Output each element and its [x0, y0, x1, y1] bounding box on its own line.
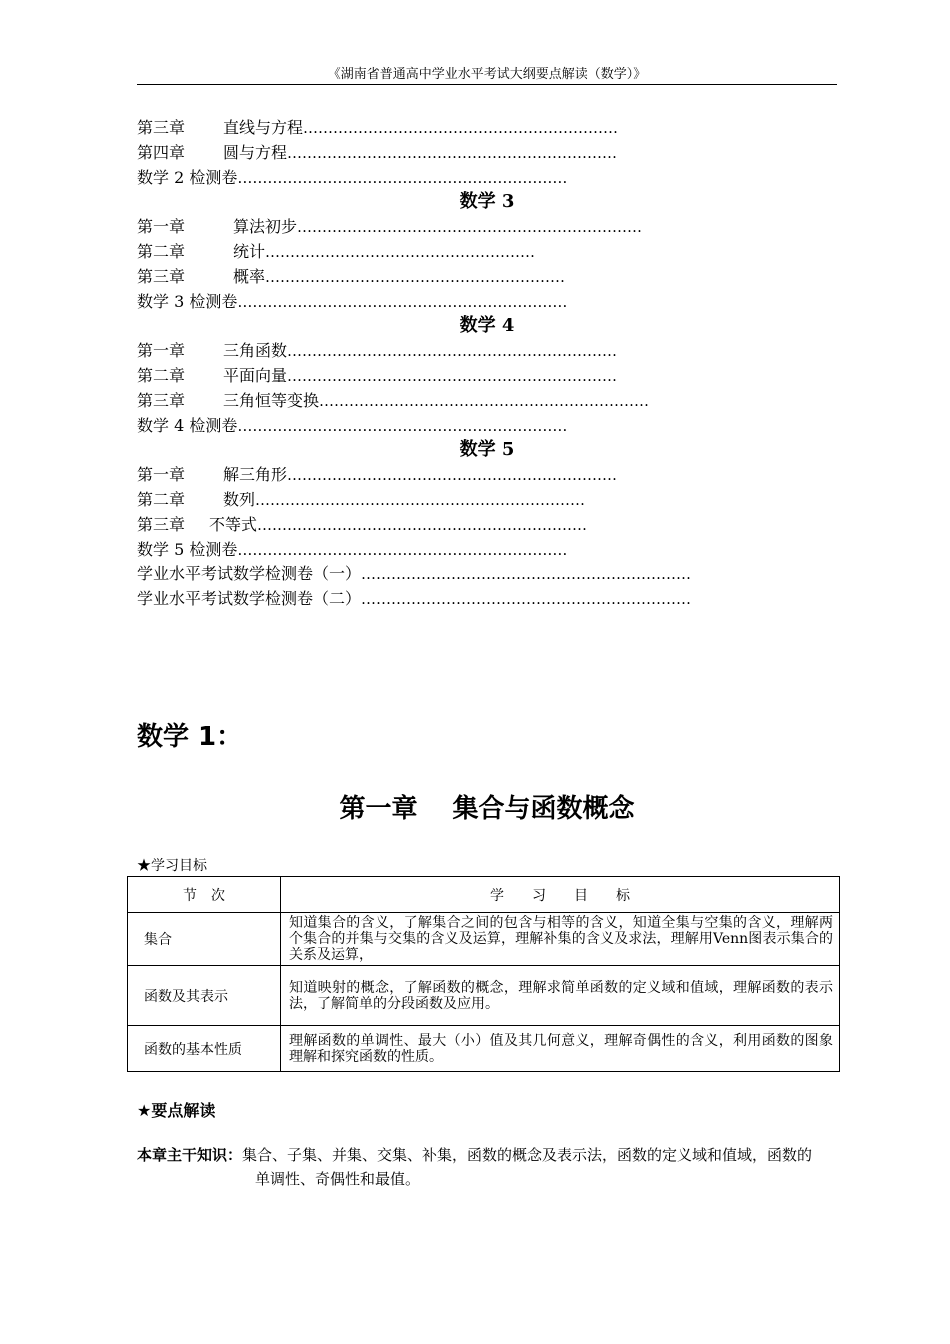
goal-cell: 知道映射的概念，了解函数的概念，理解求简单函数的定义域和值域，理解函数的表示法，了解简单的分段函数及应用。 — [281, 966, 840, 1026]
toc-section-title-math4: 数学 4 — [459, 315, 515, 337]
toc-leader-dots: ………………………………………………………… — [237, 416, 568, 435]
toc-entry[interactable] — [137, 587, 837, 612]
toc-leader-dots: ………………………………………………………… — [287, 143, 618, 162]
toc-leader-dots: ………………………………………………………… — [257, 515, 588, 534]
table-row — [128, 913, 840, 966]
toc-section-title-math3: 数学 3 — [459, 191, 515, 213]
toc-entry-title: 圆与方程 — [223, 142, 288, 162]
toc-leader-dots: ………………………………………………………… — [361, 565, 692, 584]
main-knowledge — [137, 1143, 839, 1191]
header-rule — [137, 84, 837, 85]
section-cell: 函数的基本性质 — [128, 1026, 281, 1072]
toc-entry-title: 概率 — [233, 266, 266, 286]
toc-entry[interactable] — [137, 215, 837, 240]
toc-entry[interactable] — [137, 290, 837, 315]
main-knowledge-label: 本章主干知识： — [137, 1146, 243, 1164]
toc-section-title-math5: 数学 5 — [459, 439, 515, 461]
toc-leader-dots: ………………………………………………………… — [287, 366, 618, 385]
toc-entry-title: 解三角形 — [223, 465, 288, 485]
toc-chapter-number: 第一章 — [137, 465, 186, 485]
toc-entry-title: 统计 — [233, 241, 266, 261]
column-header-section: 节 次 — [128, 877, 281, 913]
table-row — [128, 1026, 840, 1072]
table-header-row — [128, 877, 840, 913]
toc-entry[interactable] — [137, 513, 837, 538]
part-title: 数学 1： — [137, 722, 243, 752]
toc-leader-dots: …………………………………………………… — [265, 267, 566, 286]
toc-entry[interactable] — [137, 488, 837, 513]
toc-leader-dots: ………………………………………………………… — [361, 590, 692, 609]
toc-leader-dots: ……………………………………………… — [265, 242, 536, 261]
toc-leader-dots: ………………………………………………………… — [237, 540, 568, 559]
learning-goals-label: ★学习目标 — [137, 858, 207, 874]
toc-leader-dots: ………………………………………………………… — [255, 490, 586, 509]
toc-chapter-number: 第三章 — [137, 266, 186, 286]
toc-entry[interactable] — [137, 116, 837, 141]
toc-entry-title: 数列 — [223, 489, 256, 509]
table-of-contents — [137, 116, 837, 612]
toc-entry[interactable] — [137, 463, 837, 488]
toc-entry[interactable] — [137, 414, 837, 439]
toc-chapter-number: 第一章 — [137, 341, 186, 361]
table-row — [128, 966, 840, 1026]
toc-entry[interactable] — [137, 141, 837, 166]
toc-entry[interactable] — [137, 364, 837, 389]
goal-cell: 理解函数的单调性、最大（小）值及其几何意义，理解奇偶性的含义，利用函数的图象理解和探究函数的性质。 — [281, 1026, 840, 1072]
toc-entry[interactable] — [137, 389, 837, 414]
toc-entry-title: 三角恒等变换 — [223, 390, 320, 410]
toc-entry-title: 不等式 — [209, 514, 258, 534]
toc-chapter-number: 第二章 — [137, 241, 186, 261]
toc-entry-title: 直线与方程 — [223, 118, 304, 137]
toc-chapter-number: 第三章 — [137, 118, 186, 137]
toc-leader-dots: ………………………………………………………… — [319, 391, 650, 410]
toc-chapter-number: 第四章 — [137, 142, 186, 162]
toc-entry[interactable] — [137, 240, 837, 265]
toc-entry[interactable] — [137, 166, 837, 191]
toc-entry-title: 三角函数 — [223, 341, 288, 361]
toc-entry-title: 学业水平考试数学检测卷（二） — [137, 589, 362, 609]
section-cell: 集合 — [128, 913, 281, 966]
toc-chapter-number: 第二章 — [137, 365, 186, 385]
toc-leader-dots: ………………………………………………………… — [287, 466, 618, 485]
toc-leader-dots: ………………………………………………………… — [287, 342, 618, 361]
learning-goals-table — [127, 876, 840, 1072]
toc-entry-title: 数学 4 检测卷 — [137, 415, 238, 435]
toc-leader-dots: ………………………………………………………… — [237, 168, 568, 187]
toc-chapter-number: 第一章 — [137, 217, 186, 237]
toc-entry-title: 数学 2 检测卷 — [137, 167, 238, 187]
toc-leader-dots: …………………………………………………………… — [297, 218, 643, 237]
toc-entry-title: 学业水平考试数学检测卷（一） — [137, 564, 362, 584]
toc-entry-title: 数学 5 检测卷 — [137, 539, 238, 559]
page-header: 《湖南省普通高中学业水平考试大纲要点解读（数学）》 — [327, 67, 647, 82]
column-header-goal: 学 习 目 标 — [281, 877, 840, 913]
toc-entry-title: 数学 3 检测卷 — [137, 291, 238, 311]
toc-chapter-number: 第三章 — [137, 390, 186, 410]
toc-entry[interactable] — [137, 339, 837, 364]
toc-chapter-number: 第三章 — [137, 514, 186, 534]
section-cell: 函数及其表示 — [128, 966, 281, 1026]
toc-leader-dots: ……………………………………………………… — [303, 119, 619, 137]
toc-entry-title: 平面向量 — [223, 365, 288, 385]
toc-entry[interactable] — [137, 265, 837, 290]
main-knowledge-continuation: 单调性、奇偶性和最值。 — [255, 1170, 421, 1188]
toc-entry[interactable] — [137, 562, 837, 587]
goal-cell: 知道集合的含义，了解集合之间的包含与相等的含义，知道全集与空集的含义，理解两个集合的并集与交集的含义及运算，理解补集的含义及求法，理解用Venn图表示集合的关系及运算， — [281, 913, 840, 966]
toc-leader-dots: ………………………………………………………… — [237, 292, 568, 311]
chapter-title: 第一章 集合与函数概念 — [339, 794, 635, 824]
toc-chapter-number: 第二章 — [137, 489, 186, 509]
key-points-label: ★要点解读 — [137, 1101, 216, 1120]
toc-entry-title: 算法初步 — [233, 217, 298, 237]
main-knowledge-text: 集合、子集、并集、交集、补集，函数的概念及表示法，函数的定义域和值域，函数的 — [242, 1146, 813, 1164]
toc-entry[interactable] — [137, 538, 837, 563]
